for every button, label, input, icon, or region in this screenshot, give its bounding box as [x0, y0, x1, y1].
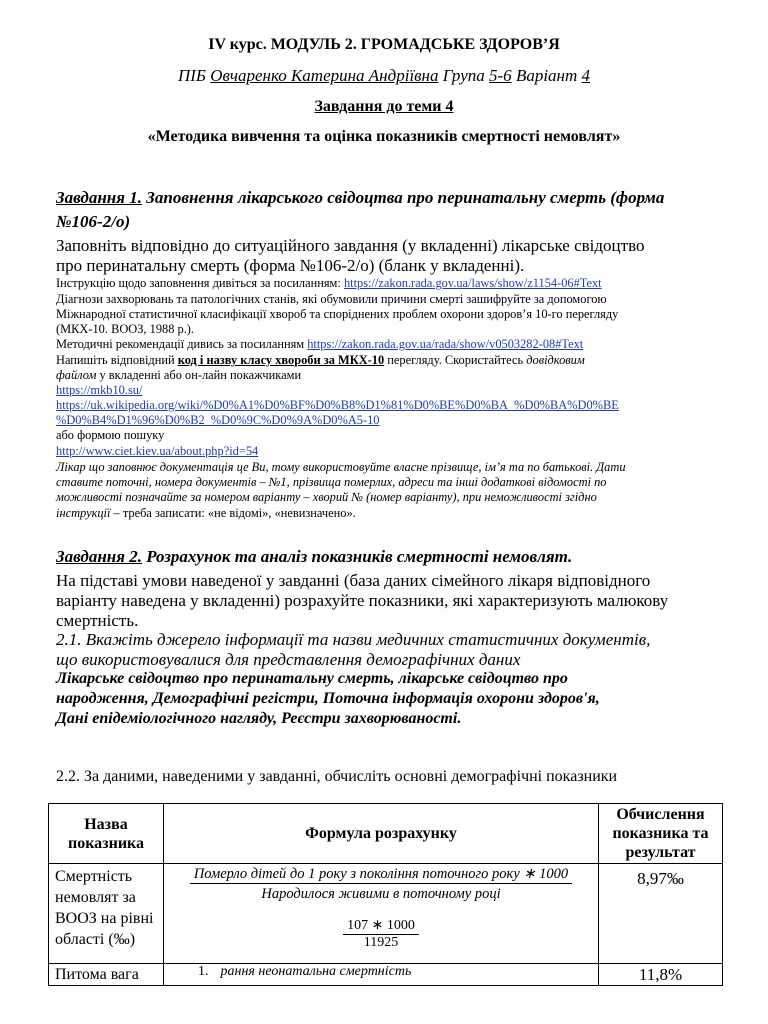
group-value: 5-6 [489, 66, 512, 85]
topic-title: «Методика вивчення та оцінка показників смертності немовлят» [147, 128, 621, 145]
write-code-line2 [56, 368, 301, 383]
variant-value: 4 [581, 66, 591, 85]
wiki-link-continued[interactable]: %D0%B4%D1%96%D0%B2_%D0%9C%D0%9A%D0%A5-10 [56, 413, 380, 427]
write-text-a: Напишіть відповідний [56, 353, 178, 367]
task2-heading [56, 547, 572, 567]
answer-line3: Дані епідеміологічного нагляду, Реєстри захворюваності. [56, 710, 462, 727]
table-row [49, 964, 723, 986]
instruction-link[interactable]: https://zakon.rada.gov.ua/laws/show/z1154-06#Text [343, 276, 602, 290]
diagnoses-line3: (МКХ-10. ВООЗ, 1988 р.). [56, 322, 195, 336]
task2-paragraph-line1: На підставі умови наведеної у завданні (база даних сімейного лікаря відповідного [56, 571, 651, 590]
student-info [0, 66, 768, 86]
answer-line2: народження, Демографічні регістри, Поточна інформація охорони здоров'я, [56, 690, 600, 707]
task1-heading-line2: №106-2/о) [56, 212, 131, 231]
calc-numerator: 107 ∗ 1000 [343, 917, 419, 935]
variant-label: Варіант [515, 66, 578, 85]
question-2-2: 2.2. За даними, наведеними у завданні, обчисліть основні демографічні показники [56, 768, 618, 785]
header-formula: Формула розрахунку [164, 804, 599, 864]
note-line1: Лікар що заповнює документація це Ви, тому використовуйте власне прізвище, ім’я та по батькові. Дати [56, 460, 626, 474]
task1-heading-rest: Заповнення лікарського свідоцтва про перинатальну смерть (форма [142, 188, 665, 207]
row1-result: 8,97‰ [599, 864, 723, 964]
indicators-table [48, 803, 723, 986]
row2-indicator-name: Питома вага [49, 964, 164, 986]
ciet-link-line [56, 444, 258, 459]
note-instruction-word: інструкції [56, 506, 111, 520]
instruction-text: Інструкцію щодо заповнення дивіться за посиланням: [56, 276, 344, 290]
task2-paragraph-line2: варіанту наведена у вкладенні) розрахуйте показники, які характеризують малюкову [56, 591, 669, 610]
note-line4 [56, 506, 356, 521]
row2-formula-item-number: 1. [198, 964, 209, 979]
table-row [49, 864, 723, 964]
row2-formula-item: рання неонатальна смертність [220, 964, 412, 979]
diagnoses-line2: Міжнародної статистичної класифікації хвороб та споріднених проблем охорони здоров’я 10-го перегляду [56, 307, 619, 321]
write-text-file: файлом [56, 368, 97, 382]
wiki-link[interactable]: https://uk.wikipedia.org/wiki/%D0%A1%D0%BF%D0%B8%D1%81%D0%BE%D0%BA_%D0%BA%D0%BE [56, 398, 619, 412]
search-form-text: або формою пошуку [56, 428, 165, 442]
mkb-link-line [56, 383, 142, 398]
answer-line1: Лікарське свідоцтво про перинатальну смерть, лікарське свідоцтво про [56, 670, 568, 687]
pib-label: ПІБ [177, 66, 206, 85]
row1-indicator-name: Смертність немовлят за ВООЗ на рівні області (‰) [49, 864, 164, 964]
course-title: IV курс. МОДУЛЬ 2. ГРОМАДСЬКЕ ЗДОРОВ’Я [208, 36, 560, 53]
header-indicator-name: Назва показника [49, 804, 164, 864]
task2-paragraph-line3: смертність. [56, 611, 139, 630]
task1-intro-line1: Заповніть відповідно до ситуаційного завдання (у вкладенні) лікарське свідоцтво [56, 236, 645, 255]
diagnoses-line1: Діагнози захворювань та патологічних станів, які обумовили причини смерті зашифруйте за допомогою [56, 292, 607, 306]
formula-numerator: Померло дітей до 1 року з покоління поточного року ∗ 1000 [190, 866, 572, 884]
write-text-mkb-code: код і назву класу хвороби за МКХ-10 [177, 353, 385, 367]
write-text-online: у вкладенні або он-лайн покажчиками [96, 368, 302, 382]
task1-heading-prefix: Завдання 1. [56, 188, 142, 207]
task-topic-heading: Завдання до теми 4 [314, 98, 454, 115]
write-text-c: перегляду. Скористайтесь [384, 353, 527, 367]
note-line4-text: – треба записати: «не відомі», «невизначено». [110, 506, 356, 520]
method-line [56, 337, 583, 352]
write-text-reference: довідковим [526, 353, 585, 367]
group-label: Група [442, 66, 485, 85]
calc-fraction [164, 917, 598, 951]
question-2-1-line2: що використовувалися для представлення демографічних даних [56, 650, 521, 669]
row2-formula [164, 964, 599, 986]
note-line2: ставите поточні, номера документів – №1, прізвища померлих, адреси та інші додаткові відомості по [56, 475, 607, 489]
wiki-link-line2 [56, 413, 380, 428]
header-calculation: Обчислення показника та результат [599, 804, 723, 864]
row2-result: 11,8% [599, 964, 723, 986]
task2-heading-rest: Розрахунок та аналіз показників смертності немовлят. [142, 547, 573, 566]
ciet-link[interactable]: http://www.ciet.kiev.ua/about.php?id=54 [56, 444, 259, 458]
question-2-1-line1: 2.1. Вкажіть джерело інформації та назви медичних статистичних документів, [56, 630, 651, 649]
calc-denominator: 11925 [363, 935, 399, 950]
pib-value: Овчаренко Катерина Андріївна [210, 66, 439, 85]
formula-denominator: Народилося живими в поточному році [261, 886, 501, 902]
note-line3: можливості позначайте за номером варіанту – хворий № (номер варіанту), при неможливості згідно [56, 490, 597, 504]
table-header-row [49, 804, 723, 864]
row1-formula [164, 864, 599, 964]
task1-intro-line2: про перинатальну смерть (форма №106-2/о) (бланк у вкладенні). [56, 256, 525, 275]
instruction-line [56, 276, 602, 291]
method-link[interactable]: https://zakon.rada.gov.ua/rada/show/v0503282-08#Text [307, 337, 584, 351]
task2-heading-prefix: Завдання 2. [56, 547, 142, 566]
write-code-line [56, 353, 585, 368]
task1-heading [56, 188, 664, 208]
mkb-link[interactable]: https://mkb10.su/ [56, 383, 143, 397]
method-text: Методичні рекомендації дивись за посиланням [56, 337, 308, 351]
wiki-link-line1 [56, 398, 619, 413]
